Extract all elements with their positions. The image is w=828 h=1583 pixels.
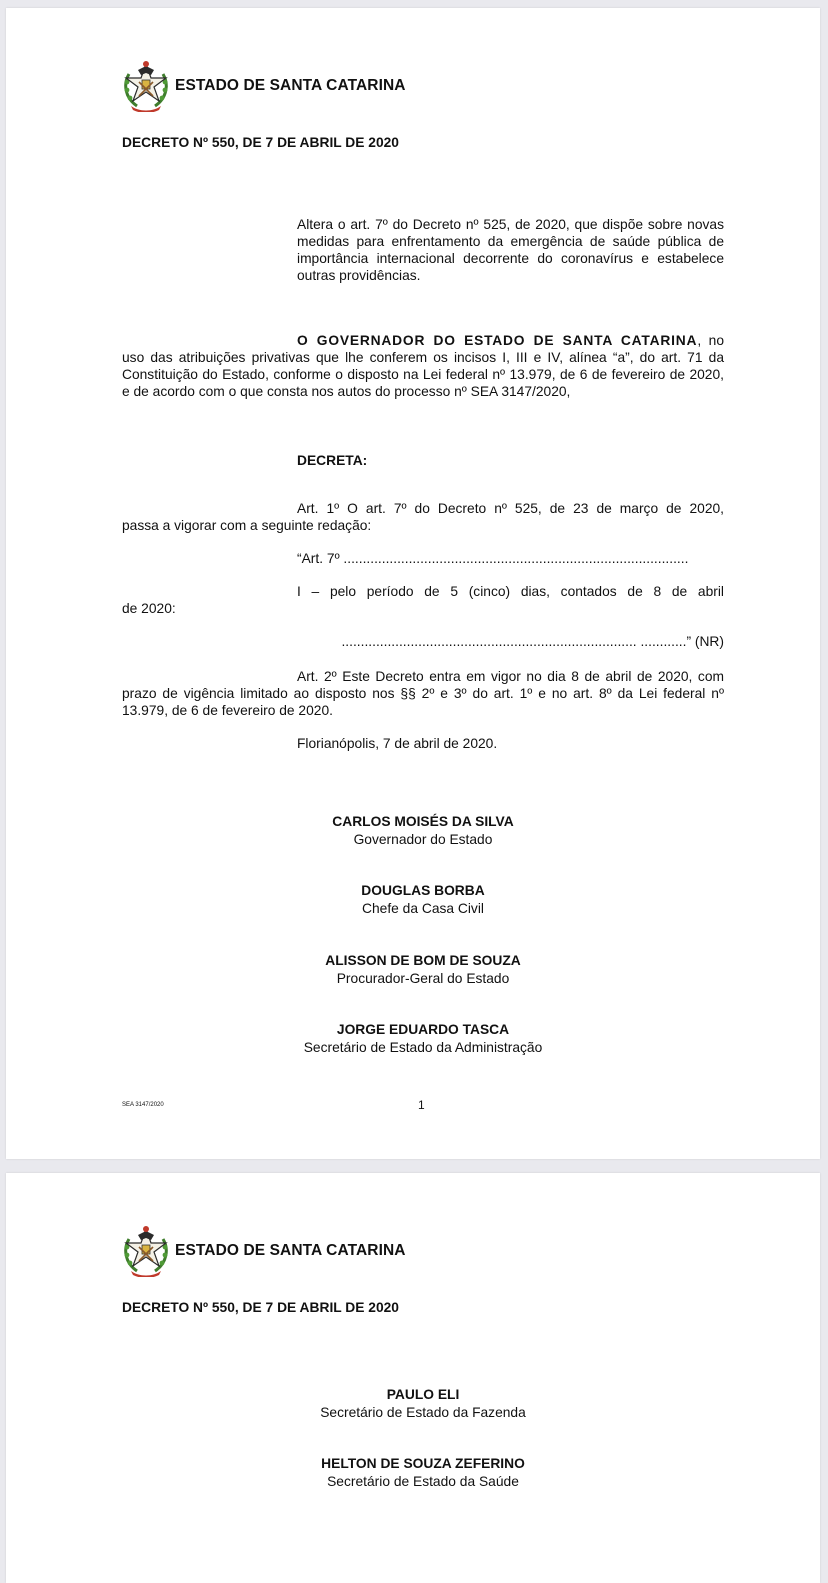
place-date: Florianópolis, 7 de abril de 2020.: [297, 736, 498, 751]
signatory-name: DOUGLAS BORBA: [361, 883, 485, 898]
signatory-role: Procurador-Geral do Estado: [336, 970, 510, 986]
signature-block: [6, 813, 828, 848]
document-page-2: [6, 1173, 820, 1583]
state-crest-icon: [121, 1221, 171, 1277]
state-crest-icon: [121, 56, 171, 112]
signatory-name: HELTON DE SOUZA ZEFERINO: [321, 1456, 525, 1471]
signatory-role: Chefe da Casa Civil: [362, 900, 484, 916]
decreta-heading: DECRETA:: [297, 453, 368, 468]
signatory-role: Governador do Estado: [353, 831, 493, 847]
art1-line2: passa a vigorar com a seguinte redação:: [122, 518, 372, 533]
signatory-role: Secretário de Estado da Saúde: [327, 1473, 519, 1489]
quoted-art7: “Art. 7º ..........................................................................................: [297, 551, 689, 566]
ementa: Altera o art. 7º do Decreto nº 525, de 2020, que dispõe sobre novas medidas para enfrentamento da emergência de saúde pública de importância internacional decorrente do coronavírus e estabelece outras providências.: [297, 217, 724, 283]
signature-block: [6, 882, 828, 917]
quoted-closing: ............................................................................. ............” (NR): [341, 634, 724, 649]
preamble: O GOVERNADOR DO ESTADO DE SANTA CATARINA, no uso das atribuições privativas que lhe conferem os incisos I, III e IV, alínea “a”, do art. 71 da Constituição do Estado, conforme o disposto na Lei federal nº 13.979, de 6 de fevereiro de 2020, e de acordo com o que consta nos autos do processo nº SEA 3147/2020,: [122, 333, 724, 399]
document-page-1: [6, 8, 820, 1159]
signature-block: [6, 1021, 828, 1056]
decree-title: DECRETO Nº 550, DE 7 DE ABRIL DE 2020: [122, 1300, 399, 1315]
signatory-name: JORGE EDUARDO TASCA: [336, 1022, 510, 1037]
decree-title: DECRETO Nº 550, DE 7 DE ABRIL DE 2020: [122, 135, 399, 150]
signature-block: [6, 952, 828, 987]
inciso-line1: I – pelo período de 5 (cinco) dias, contados de 8 de abril: [297, 584, 724, 599]
signature-block: [6, 1386, 828, 1421]
page-number: 1: [418, 1098, 425, 1112]
state-header: ESTADO DE SANTA CATARINA: [175, 1242, 406, 1259]
preamble-body: no uso das atribuições privativas que lhe conferem os incisos I, III e IV, alínea “a”, do art. 71 da Constituição do Estado, conforme o disposto na Lei federal nº 13.979, de 6 de fevereiro de 2020, e de acordo com o que consta nos autos do processo nº SEA 3147/2020,: [122, 333, 724, 399]
art1-line1: Art. 1º O art. 7º do Decreto nº 525, de 23 de março de 2020,: [297, 501, 724, 516]
governor-heading: O GOVERNADOR DO ESTADO DE SANTA CATARINA: [297, 333, 698, 348]
state-header: ESTADO DE SANTA CATARINA: [175, 77, 406, 94]
signature-block: [6, 1455, 828, 1490]
signatory-name: PAULO ELI: [386, 1387, 460, 1402]
signatory-role: Secretário de Estado da Administração: [303, 1039, 543, 1055]
inciso-line2: de 2020:: [122, 601, 176, 616]
signatory-role: Secretário de Estado da Fazenda: [320, 1404, 526, 1420]
art2: Art. 2º Este Decreto entra em vigor no dia 8 de abril de 2020, com prazo de vigência limitado ao disposto nos §§ 2º e 3º do art. 1º e no art. 8º da Lei federal nº 13.979, de 6 de fevereiro de 2020.: [122, 669, 724, 718]
signatory-name: ALISSON DE BOM DE SOUZA: [325, 953, 521, 968]
footer-process-number: SEA 3147/2020: [122, 1102, 164, 1108]
signatory-name: CARLOS MOISÉS DA SILVA: [332, 814, 514, 829]
